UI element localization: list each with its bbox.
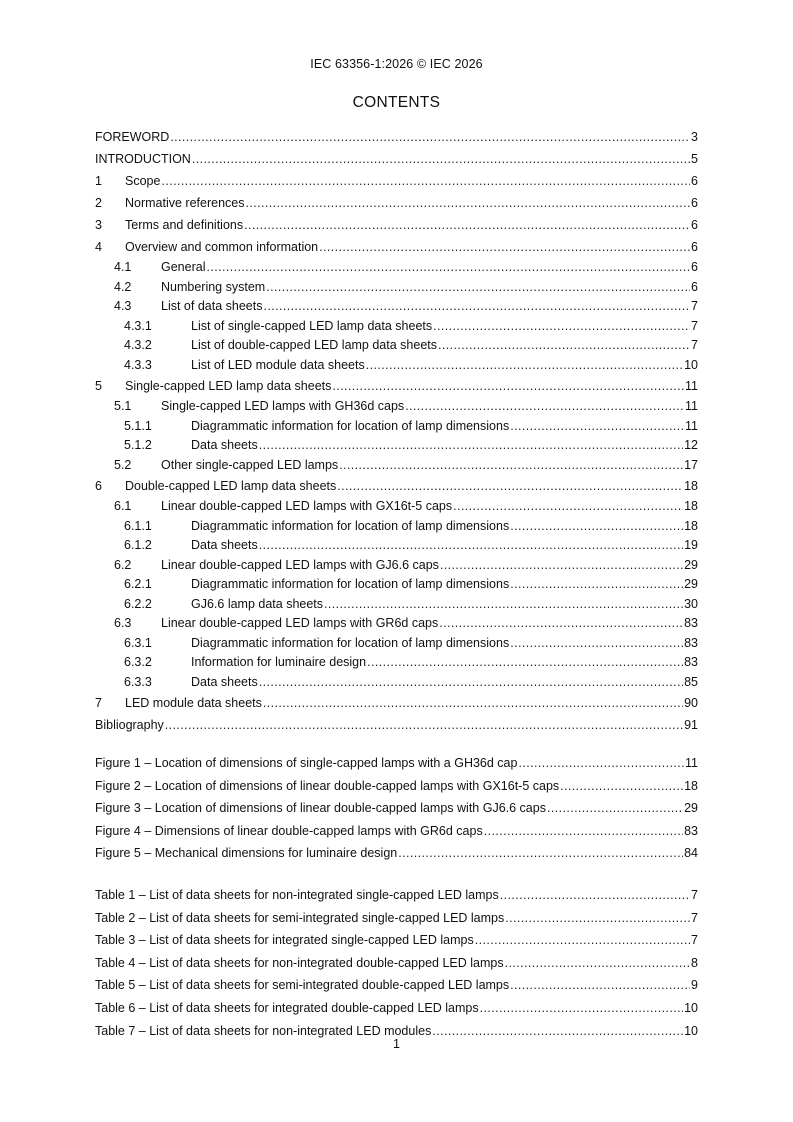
entry-page: 17 bbox=[684, 457, 698, 472]
entry-title: Figure 1 – Location of dimensions of single-capped lamps with a GH36d cap bbox=[95, 756, 518, 770]
toc-entry[interactable] bbox=[95, 317, 698, 337]
dot-leader bbox=[505, 907, 690, 930]
list-of-tables bbox=[95, 884, 698, 1042]
dot-leader bbox=[405, 397, 684, 417]
entry-page: 18 bbox=[684, 518, 698, 533]
toc-entry[interactable] bbox=[95, 456, 698, 476]
dot-leader bbox=[505, 952, 690, 975]
entry-page: 29 bbox=[684, 557, 698, 572]
toc-entry[interactable] bbox=[95, 192, 698, 214]
dot-leader bbox=[438, 336, 690, 356]
toc-entry[interactable] bbox=[95, 595, 698, 615]
dot-leader bbox=[337, 475, 683, 497]
dot-leader bbox=[484, 820, 683, 843]
entry-page: 18 bbox=[684, 479, 698, 493]
toc-entry[interactable] bbox=[95, 417, 698, 437]
dot-leader bbox=[170, 126, 690, 148]
entry-title: Double-capped LED lamp data sheets bbox=[125, 479, 337, 493]
entry-page: 19 bbox=[684, 538, 698, 552]
entry-number: 6 bbox=[95, 479, 102, 493]
table-entry[interactable] bbox=[95, 974, 698, 997]
entry-title: Linear double-capped LED lamps with GX16t-5 caps bbox=[161, 499, 453, 513]
entry-number: 6.2.2 bbox=[124, 596, 152, 611]
entry-title: Figure 4 – Dimensions of linear double-capped lamps with GR6d caps bbox=[95, 823, 483, 838]
dot-leader bbox=[324, 595, 683, 615]
toc-entry[interactable] bbox=[95, 278, 698, 298]
entry-number: 6.3.2 bbox=[124, 655, 152, 669]
dot-leader bbox=[339, 456, 683, 476]
entry-page: 6 bbox=[691, 196, 698, 210]
entry-title: Data sheets bbox=[191, 674, 258, 689]
dot-leader bbox=[263, 692, 683, 714]
entry-title: Data sheets bbox=[191, 438, 258, 452]
entry-title: Scope bbox=[125, 174, 161, 188]
entry-page: 6 bbox=[691, 260, 698, 274]
entry-title: List of single-capped LED lamp data sheets bbox=[191, 318, 433, 333]
figure-entry[interactable] bbox=[95, 842, 698, 865]
entry-number: 6.1 bbox=[114, 499, 132, 513]
entry-title: Numbering system bbox=[161, 279, 266, 294]
entry-page: 29 bbox=[684, 801, 698, 816]
dot-leader bbox=[439, 614, 683, 634]
entry-number: 6.2 bbox=[114, 557, 132, 572]
toc-entry[interactable] bbox=[95, 614, 698, 634]
page-header: IEC 63356-1:2026 © IEC 2026 bbox=[310, 57, 483, 71]
entry-title: Diagrammatic information for location of lamp dimensions bbox=[191, 518, 510, 533]
figure-entry[interactable] bbox=[95, 820, 698, 843]
dot-leader bbox=[332, 375, 684, 397]
entry-title: Table 5 – List of data sheets for semi-integrated double-capped LED lamps bbox=[95, 978, 510, 993]
dot-leader bbox=[366, 356, 683, 376]
table-entry[interactable] bbox=[95, 952, 698, 975]
entry-page: 90 bbox=[684, 696, 698, 710]
toc-entry[interactable] bbox=[95, 214, 698, 236]
table-entry[interactable] bbox=[95, 884, 698, 907]
entry-page: 8 bbox=[691, 955, 698, 970]
dot-leader bbox=[206, 258, 690, 278]
entry-title: Linear double-capped LED lamps with GJ6.6 caps bbox=[161, 557, 439, 572]
entry-title: Diagrammatic information for location of lamp dimensions bbox=[191, 418, 510, 433]
entry-number: 3 bbox=[95, 218, 102, 232]
entry-page: 6 bbox=[691, 279, 698, 294]
entry-page: 18 bbox=[684, 778, 698, 793]
entry-page: 18 bbox=[684, 499, 698, 513]
entry-number: 5.1.1 bbox=[124, 418, 152, 433]
toc-entry[interactable] bbox=[95, 517, 698, 537]
entry-page: 7 bbox=[691, 910, 698, 925]
entry-number: 6.3.3 bbox=[124, 674, 152, 689]
entry-title: Other single-capped LED lamps bbox=[161, 457, 339, 472]
dot-leader bbox=[510, 974, 690, 997]
entry-page: 91 bbox=[684, 718, 698, 732]
entry-page: 7 bbox=[691, 888, 698, 902]
dot-leader bbox=[480, 997, 684, 1020]
dot-leader bbox=[398, 842, 683, 865]
toc-entry[interactable] bbox=[95, 634, 698, 654]
dot-leader bbox=[547, 797, 683, 820]
entry-page: 11 bbox=[685, 756, 698, 770]
dot-leader bbox=[266, 278, 690, 298]
entry-page: 83 bbox=[684, 635, 698, 650]
entry-title: Information for luminaire design bbox=[191, 655, 367, 669]
entry-page: 85 bbox=[684, 674, 698, 689]
entry-title: Table 7 – List of data sheets for non-integrated LED modules bbox=[95, 1023, 432, 1038]
entry-page: 83 bbox=[684, 655, 698, 669]
toc-entry[interactable] bbox=[95, 297, 698, 317]
entry-number: 2 bbox=[95, 196, 102, 210]
entry-title: Data sheets bbox=[191, 538, 258, 552]
dot-leader bbox=[319, 236, 690, 258]
entry-page: 11 bbox=[685, 418, 698, 433]
table-of-contents bbox=[95, 126, 698, 736]
table-entry[interactable] bbox=[95, 997, 698, 1020]
entry-number: 4.3.3 bbox=[124, 357, 152, 372]
dot-leader bbox=[475, 929, 690, 952]
entry-title: Bibliography bbox=[95, 718, 164, 732]
entry-number: 6.1.2 bbox=[124, 538, 152, 552]
entry-page: 7 bbox=[691, 318, 698, 333]
dot-leader bbox=[161, 170, 690, 192]
entry-page: 7 bbox=[691, 933, 698, 948]
toc-entry[interactable] bbox=[95, 575, 698, 595]
dot-leader bbox=[453, 497, 683, 517]
page-title: CONTENTS bbox=[352, 94, 441, 111]
dot-leader bbox=[192, 148, 690, 170]
entry-number: 5.1 bbox=[114, 399, 132, 413]
toc-entry[interactable] bbox=[95, 436, 698, 456]
entry-page: 6 bbox=[691, 174, 698, 188]
entry-number: 1 bbox=[95, 174, 102, 188]
figure-entry[interactable] bbox=[95, 752, 698, 775]
entry-number: 4.3.2 bbox=[124, 338, 152, 352]
entry-title: Figure 3 – Location of dimensions of linear double-capped lamps with GJ6.6 caps bbox=[95, 801, 546, 816]
dot-leader bbox=[500, 884, 690, 907]
entry-number: 4 bbox=[95, 240, 102, 254]
toc-entry[interactable] bbox=[95, 236, 698, 258]
entry-title: Table 1 – List of data sheets for non-integrated single-capped LED lamps bbox=[95, 888, 499, 902]
entry-number: 5.1.2 bbox=[124, 438, 152, 452]
toc-entry[interactable] bbox=[95, 258, 698, 278]
dot-leader bbox=[560, 775, 683, 798]
dot-leader bbox=[259, 673, 683, 693]
entry-title: LED module data sheets bbox=[125, 696, 262, 710]
entry-title: INTRODUCTION bbox=[95, 152, 191, 166]
list-of-figures bbox=[95, 752, 698, 865]
entry-title: List of data sheets bbox=[161, 299, 263, 313]
page-number: 1 bbox=[393, 1037, 400, 1051]
entry-page: 7 bbox=[691, 338, 698, 352]
dot-leader bbox=[433, 317, 690, 337]
toc-entry[interactable] bbox=[95, 397, 698, 417]
entry-number: 5 bbox=[95, 379, 102, 393]
entry-page: 9 bbox=[691, 978, 698, 993]
entry-page: 11 bbox=[685, 379, 698, 393]
dot-leader bbox=[259, 536, 683, 556]
entry-page: 30 bbox=[684, 596, 698, 611]
dot-leader bbox=[259, 436, 683, 456]
entry-title: Figure 5 – Mechanical dimensions for luminaire design bbox=[95, 846, 398, 861]
entry-page: 83 bbox=[684, 616, 698, 630]
entry-number: 4.3 bbox=[114, 299, 132, 313]
toc-entry[interactable] bbox=[95, 356, 698, 376]
entry-title: Single-capped LED lamp data sheets bbox=[125, 379, 332, 393]
toc-entry[interactable] bbox=[95, 653, 698, 673]
entry-page: 84 bbox=[684, 846, 698, 861]
dot-leader bbox=[510, 517, 683, 537]
entry-title: List of LED module data sheets bbox=[191, 357, 365, 372]
entry-number: 6.3 bbox=[114, 616, 132, 630]
entry-page: 29 bbox=[684, 577, 698, 591]
entry-page: 83 bbox=[684, 823, 698, 838]
dot-leader bbox=[263, 297, 690, 317]
entry-page: 3 bbox=[691, 130, 698, 144]
entry-number: 4.2 bbox=[114, 279, 132, 294]
entry-title: List of double-capped LED lamp data sheets bbox=[191, 338, 437, 352]
toc-entry[interactable] bbox=[95, 714, 698, 736]
entry-title: Table 4 – List of data sheets for non-integrated double-capped LED lamps bbox=[95, 955, 504, 970]
entry-title: Overview and common information bbox=[125, 240, 319, 254]
toc-entry[interactable] bbox=[95, 126, 698, 148]
toc-entry[interactable] bbox=[95, 148, 698, 170]
toc-entry[interactable] bbox=[95, 556, 698, 576]
dot-leader bbox=[440, 556, 683, 576]
figure-entry[interactable] bbox=[95, 797, 698, 820]
entry-title: Normative references bbox=[125, 196, 245, 210]
entry-number: 4.1 bbox=[114, 260, 132, 274]
entry-title: Diagrammatic information for location of lamp dimensions bbox=[191, 635, 510, 650]
toc-entry[interactable] bbox=[95, 497, 698, 517]
entry-title: Table 2 – List of data sheets for semi-integrated single-capped LED lamps bbox=[95, 910, 505, 925]
entry-title: Linear double-capped LED lamps with GR6d caps bbox=[161, 616, 439, 630]
entry-title: Terms and definitions bbox=[125, 218, 244, 232]
dot-leader bbox=[510, 634, 683, 654]
toc-entry[interactable] bbox=[95, 336, 698, 356]
entry-page: 5 bbox=[691, 152, 698, 166]
table-entry[interactable] bbox=[95, 929, 698, 952]
toc-entry[interactable] bbox=[95, 375, 698, 397]
figure-entry[interactable] bbox=[95, 775, 698, 798]
entry-number: 6.3.1 bbox=[124, 635, 152, 650]
entry-page: 10 bbox=[684, 357, 698, 372]
dot-leader bbox=[367, 653, 683, 673]
toc-entry[interactable] bbox=[95, 536, 698, 556]
entry-number: 6.2.1 bbox=[124, 577, 152, 591]
dot-leader bbox=[518, 752, 684, 775]
entry-title: Table 3 – List of data sheets for integrated single-capped LED lamps bbox=[95, 933, 474, 948]
entry-title: FOREWORD bbox=[95, 130, 170, 144]
entry-title: Figure 2 – Location of dimensions of linear double-capped lamps with GX16t-5 caps bbox=[95, 778, 560, 793]
toc-entry[interactable] bbox=[95, 475, 698, 497]
entry-page: 7 bbox=[691, 299, 698, 313]
table-entry[interactable] bbox=[95, 907, 698, 930]
toc-entry[interactable] bbox=[95, 170, 698, 192]
dot-leader bbox=[510, 417, 684, 437]
entry-number: 6.1.1 bbox=[124, 518, 152, 533]
entry-title: Diagrammatic information for location of lamp dimensions bbox=[191, 577, 510, 591]
entry-page: 10 bbox=[684, 1000, 698, 1015]
entry-page: 11 bbox=[685, 399, 698, 413]
toc-entry[interactable] bbox=[95, 673, 698, 693]
entry-page: 6 bbox=[691, 218, 698, 232]
dot-leader bbox=[165, 714, 683, 736]
dot-leader bbox=[246, 192, 691, 214]
dot-leader bbox=[244, 214, 690, 236]
entry-title: GJ6.6 lamp data sheets bbox=[191, 596, 324, 611]
entry-page: 6 bbox=[691, 240, 698, 254]
entry-page: 12 bbox=[684, 438, 698, 452]
toc-entry[interactable] bbox=[95, 692, 698, 714]
entry-number: 4.3.1 bbox=[124, 318, 152, 333]
entry-page: 10 bbox=[684, 1023, 698, 1038]
dot-leader bbox=[510, 575, 683, 595]
entry-number: 5.2 bbox=[114, 457, 132, 472]
entry-title: Single-capped LED lamps with GH36d caps bbox=[161, 399, 405, 413]
entry-number: 7 bbox=[95, 696, 102, 710]
entry-title: Table 6 – List of data sheets for integrated double-capped LED lamps bbox=[95, 1000, 479, 1015]
entry-title: General bbox=[161, 260, 206, 274]
